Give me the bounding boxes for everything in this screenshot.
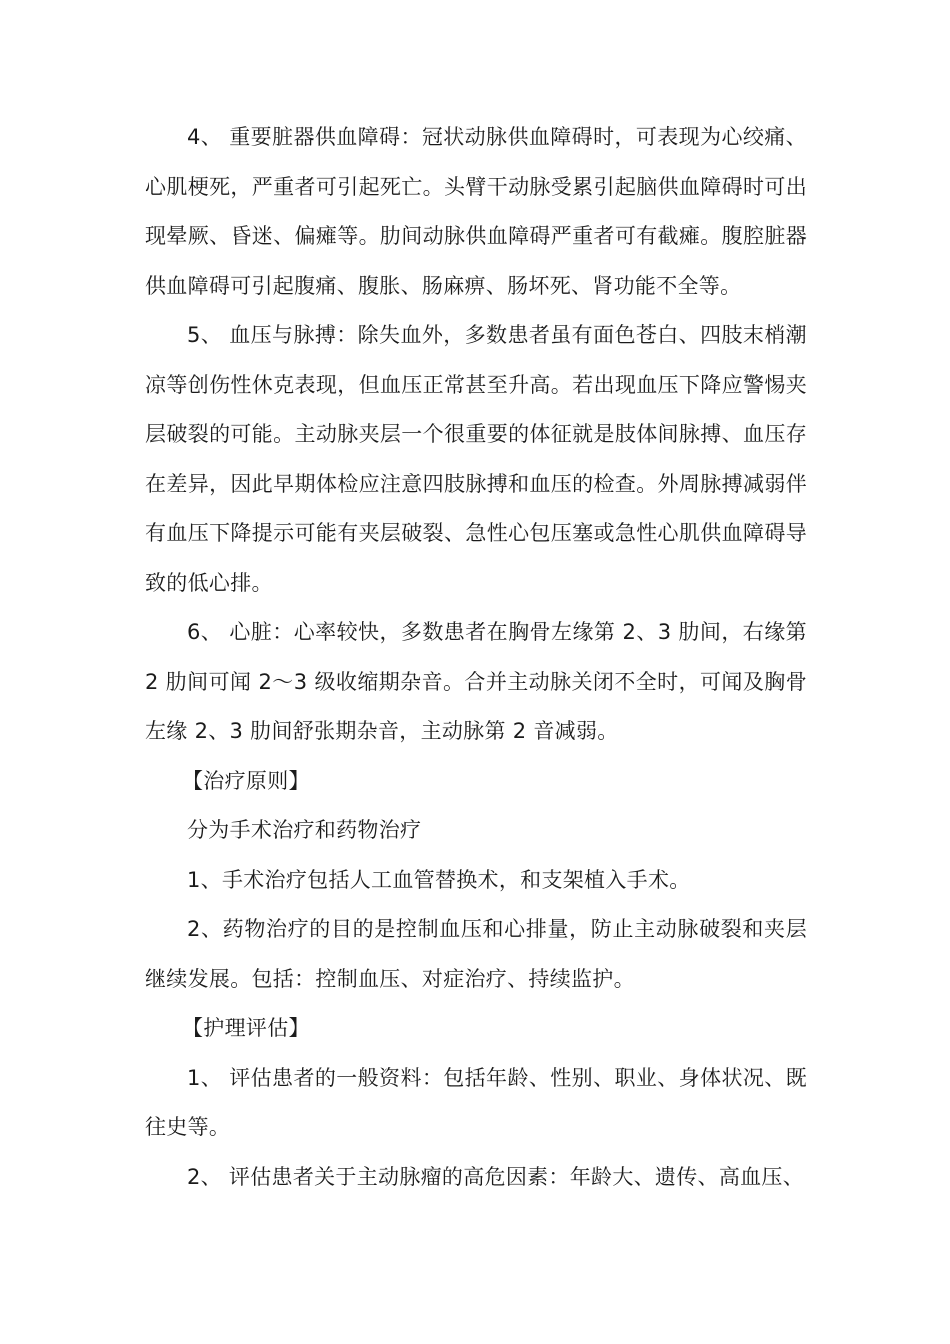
paragraph-treatment-intro: 分为手术治疗和药物治疗: [187, 818, 422, 842]
paragraph-drug-treatment: 2、药物治疗的目的是控制血压和心排量，防止主动脉破裂和夹层继续发展。包括：控制血压、对症治疗、持续监护。: [145, 917, 807, 991]
paragraph-blood-pressure-pulse: 5、 血压与脉搏：除失血外，多数患者虽有面色苍白、四肢末梢潮凉等创伤性休克表现，但血压正常甚至升高。若出现血压下降应警惕夹层破裂的可能。主动脉夹层一个很重要的体征就是肢体间脉搏、血压存在差异，因此早期体检应注意四肢脉搏和血压的检查。外周脉搏减弱伴有血压下降提示可能有夹层破裂、急性心包压塞或急性心肌供血障碍导致的低心排。: [145, 323, 807, 595]
paragraph-heart: 6、 心脏：心率较快，多数患者在胸骨左缘第 2、3 肋间，右缘第 2 肋间可闻 2～3 级收缩期杂音。合并主动脉关闭不全时，可闻及胸骨左缘 2、3 肋间舒张期杂音，主动脉第 2 音减弱。: [145, 620, 807, 743]
section-heading-assessment: 【护理评估】: [182, 1016, 310, 1040]
paragraph-risk-factors: 2、 评估患者关于主动脉瘤的高危因素：年龄大、遗传、高血压、: [187, 1164, 805, 1189]
paragraph-surgical-treatment: 1、手术治疗包括人工血管替换术，和支架植入手术。: [187, 867, 691, 892]
paragraph-organ-blood-supply: 4、 重要脏器供血障碍：冠状动脉供血障碍时，可表现为心绞痛、心肌梗死，严重者可引起死亡。头臂干动脉受累引起脑供血障碍时可出现晕厥、昏迷、偏瘫等。肋间动脉供血障碍严重者可有截瘫。腹腔脏器供血障碍可引起腹痛、腹胀、肠麻痹、肠坏死、肾功能不全等。: [145, 125, 807, 298]
document-body: [145, 113, 807, 1202]
paragraph-general-info: 1、 评估患者的一般资料：包括年龄、性别、职业、身体状况、既往史等。: [145, 1065, 807, 1139]
section-heading-treatment: 【治疗原则】: [182, 768, 310, 793]
